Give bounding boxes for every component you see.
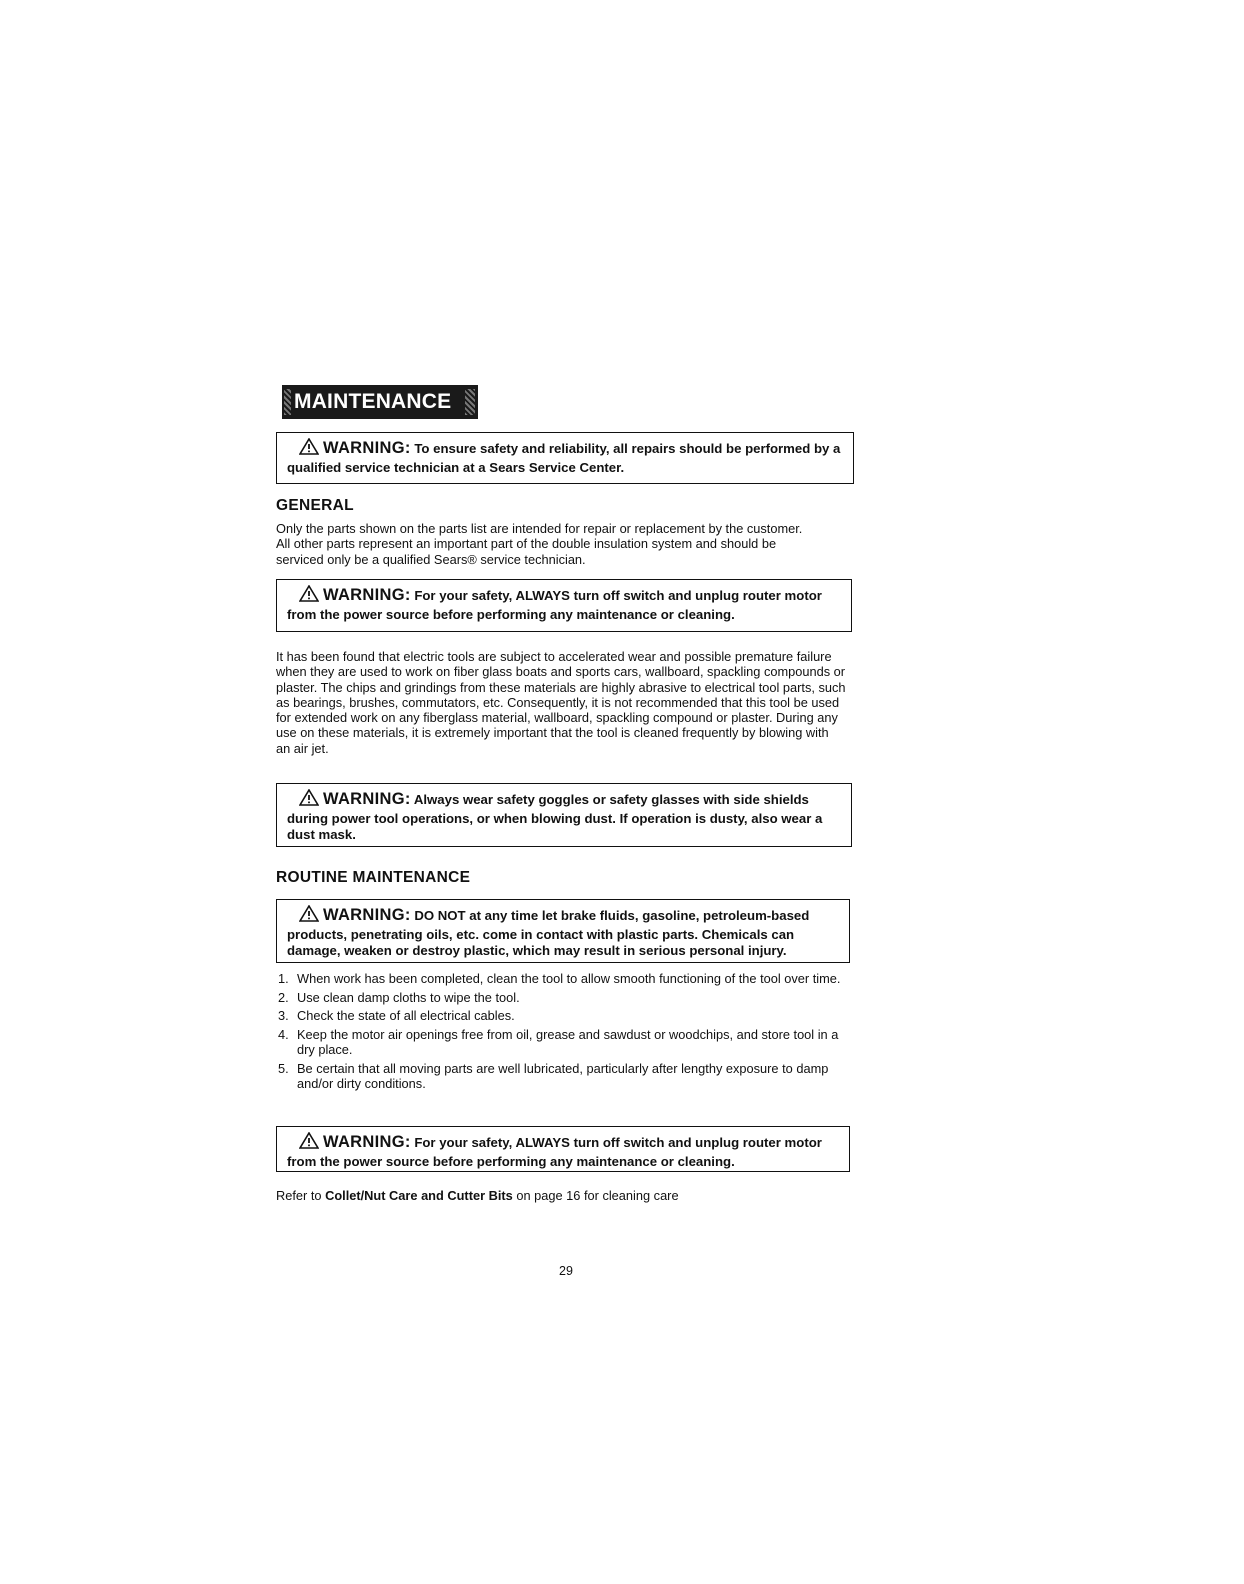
warning-box [276, 432, 854, 484]
footer-note [276, 1188, 679, 1203]
warning-triangle-icon [299, 905, 319, 927]
warning-label: WARNING: [323, 439, 411, 457]
warning-text: For your safety, ALWAYS turn off switch and unplug router motor from the power source before performing any maintenance or cleaning. [287, 1135, 822, 1169]
footer-note-prefix: Refer to [276, 1188, 326, 1203]
footer-note-suffix: on page 16 for cleaning care [512, 1188, 679, 1203]
list-item [278, 971, 856, 986]
list-item-number: 3. [278, 1008, 289, 1024]
page-number: 29 [559, 1264, 573, 1278]
list-item [278, 1027, 856, 1057]
list-item-text: Use clean damp cloths to wipe the tool. [297, 989, 520, 1005]
list-item-number: 1. [278, 971, 289, 986]
general-paragraph: Only the parts shown on the parts list are intended for repair or replacement by the customer. All other parts represent an important part of the double insulation system and should be serviced only be a qualified Sears® service technician. [276, 521, 803, 567]
warning-triangle-icon [299, 789, 319, 811]
warning-label: WARNING: [323, 1133, 411, 1151]
warning-box [276, 783, 852, 847]
routine-maintenance-list [278, 971, 856, 1095]
list-item-number: 4. [278, 1027, 289, 1043]
warning-box [276, 899, 850, 963]
list-item [278, 990, 856, 1005]
warning-label: WARNING: [323, 586, 411, 604]
list-item-text: Keep the motor air openings free from oil, grease and sawdust or woodchips, and store tool in a dry place. [297, 1027, 839, 1058]
warning-label: WARNING: [323, 790, 411, 808]
list-item [278, 1061, 856, 1091]
footer-note-reference: Collet/Nut Care and Cutter Bits [325, 1188, 513, 1203]
section-title: MAINTENANCE [282, 385, 478, 419]
list-item-text: Be certain that all moving parts are well lubricated, particularly after lengthy exposure to damp and/or dirty conditions. [297, 1061, 829, 1092]
general-heading: GENERAL [276, 497, 354, 514]
routine-maintenance-heading: ROUTINE MAINTENANCE [276, 869, 471, 886]
list-item-text: When work has been completed, clean the tool to allow smooth functioning of the tool over time. [297, 971, 841, 986]
general-paragraph-2: It has been found that electric tools are subject to accelerated wear and possible premature failure when they are used to work on fiber glass boats and sports cars, wallboard, spackling compounds or plaster. The chips and grindings from these materials are highly abrasive to electrical tool parts, such as bearings, brushes, commutators, etc. Consequently, it is not recommended that this tool be used for extended work on any fiberglass material, wallboard, spackling compound or plaster. During any use on these materials, it is extremely important that the tool is cleaned frequently by blowing with an air jet. [276, 649, 846, 756]
list-item-text: Check the state of all electrical cables. [297, 1008, 515, 1024]
list-item-number: 2. [278, 989, 289, 1005]
warning-text: For your safety, ALWAYS turn off switch and unplug router motor from the power source before performing any maintenance or cleaning. [287, 588, 822, 622]
warning-box [276, 1126, 850, 1172]
warning-label: WARNING: [323, 906, 411, 924]
warning-triangle-icon [299, 585, 319, 607]
warning-triangle-icon [299, 438, 319, 460]
warning-text: Always wear safety goggles or safety glasses with side shields during power tool operations, or when blowing dust. If operation is dusty, also wear a dust mask. [287, 792, 823, 842]
list-item [278, 1008, 856, 1023]
list-item-number: 5. [278, 1061, 289, 1077]
warning-box [276, 579, 852, 632]
warning-triangle-icon [299, 1132, 319, 1154]
warning-text: To ensure safety and reliability, all repairs should be performed by a qualified service technician at a Sears Service Center. [287, 441, 841, 475]
warning-text: DO NOT at any time let brake fluids, gasoline, petroleum-based products, penetrating oils, etc. come in contact with plastic parts. Chemicals can damage, weaken or destroy plastic, which may result in serious personal injury. [287, 908, 810, 958]
